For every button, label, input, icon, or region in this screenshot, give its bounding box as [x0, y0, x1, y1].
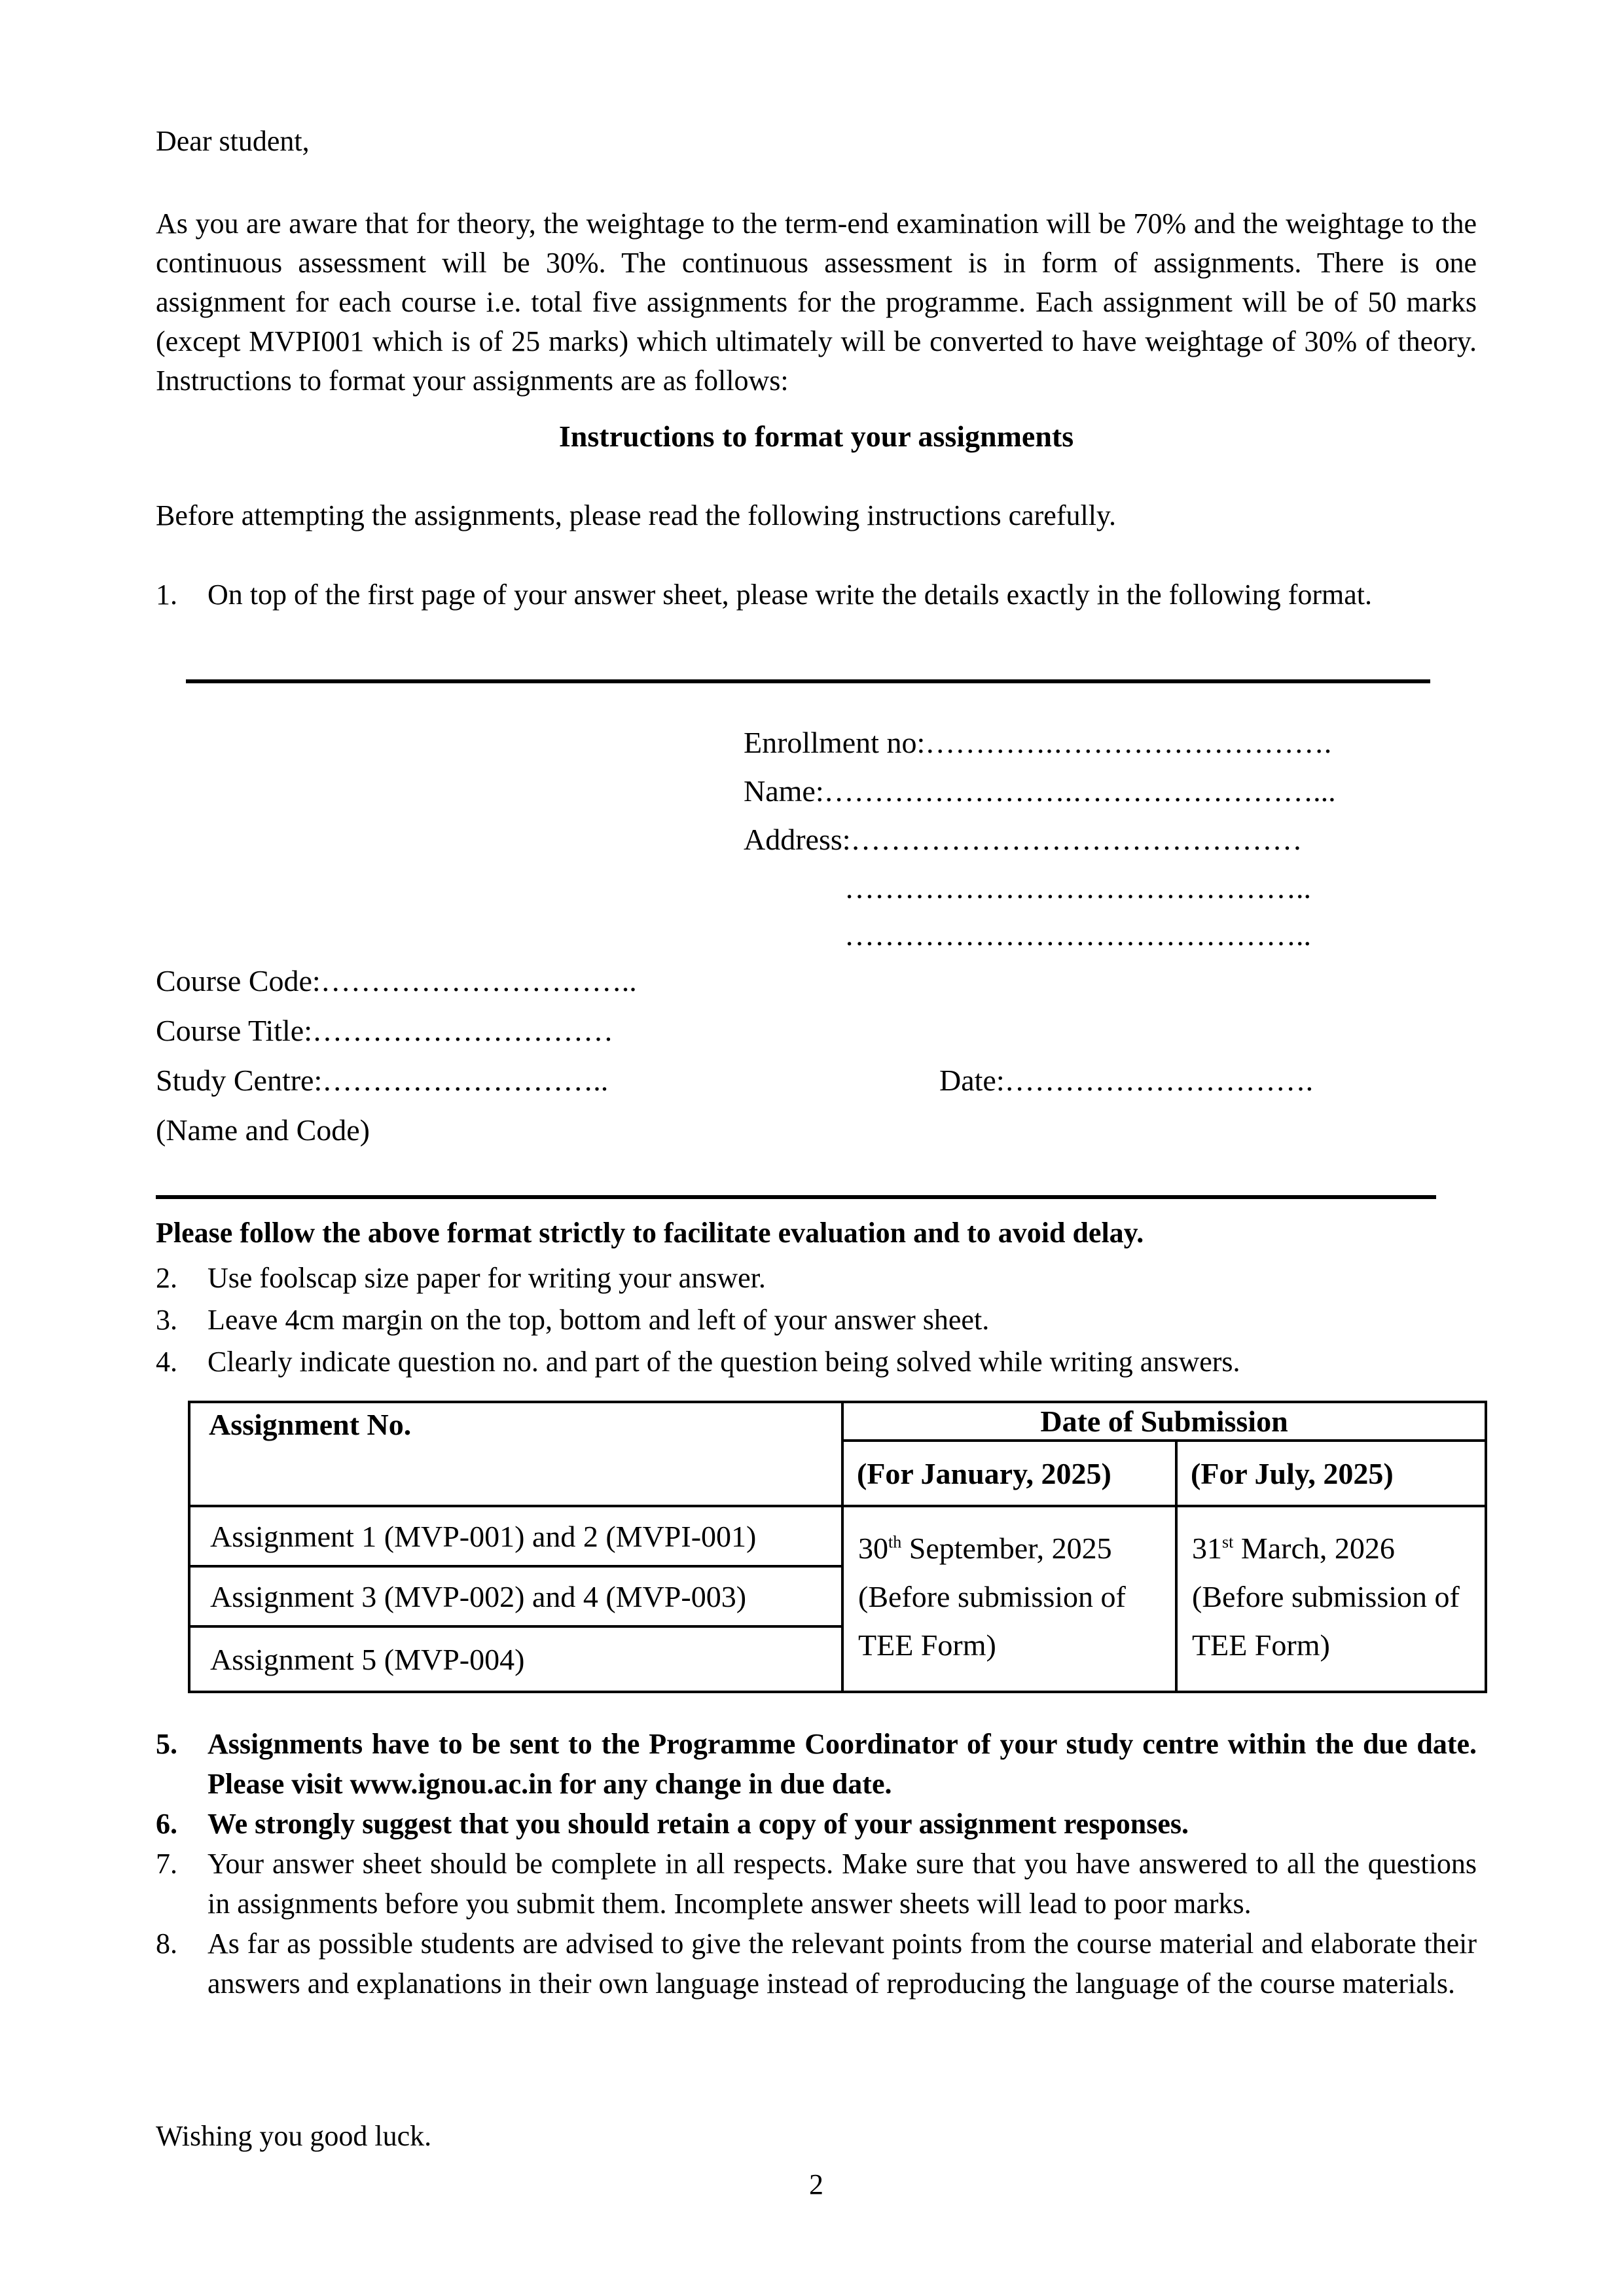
address-continuation-line: ………………………………………..	[844, 918, 1311, 952]
instruction-number: 1.	[156, 579, 177, 611]
format-warning: Please follow the above format strictly to facilitate evaluation and to avoid delay.	[156, 1217, 1144, 1249]
instruction-text: As far as possible students are advised to give the relevant points from the course material and elaborate their answers and explanations in their own language instead of reproducing the language of the course materials.	[208, 1928, 1477, 2000]
closing-text: Wishing you good luck.	[156, 2120, 432, 2152]
instruction-item-3	[156, 1300, 1477, 1340]
enrollment-field-line: Enrollment no:………….……………………….	[744, 726, 1332, 759]
date-note: (Before submission of TEE Form)	[858, 1580, 1126, 1662]
table-subheader-july: (For July, 2025)	[1176, 1441, 1486, 1506]
instruction-item-6	[156, 1804, 1477, 1844]
instruction-text: On top of the first page of your answer sheet, please write the details exactly in the following format.	[208, 579, 1373, 611]
instruction-item-8	[156, 1924, 1477, 2003]
instruction-item-4	[156, 1342, 1477, 1382]
table-header-date-of-submission: Date of Submission	[842, 1402, 1486, 1441]
table-header-assignment-no: Assignment No.	[189, 1402, 842, 1506]
table-subheader-january: (For January, 2025)	[842, 1441, 1176, 1506]
date-day: 30	[858, 1532, 888, 1565]
instruction-item-5	[156, 1724, 1477, 1804]
instruction-text: Leave 4cm margin on the top, bottom and left of your answer sheet.	[208, 1304, 990, 1336]
name-and-code-label: (Name and Code)	[156, 1113, 370, 1147]
table-cell-january-date	[842, 1506, 1176, 1692]
name-field-line: Name:…………………….……………………...	[744, 774, 1336, 808]
table-cell-july-date	[1176, 1506, 1486, 1692]
address-continuation-line: ………………………………………..	[844, 871, 1311, 905]
date-ordinal: th	[888, 1532, 902, 1552]
instruction-item-1	[156, 575, 1477, 615]
date-ordinal: st	[1222, 1532, 1234, 1552]
instruction-item-2	[156, 1258, 1477, 1298]
date-note: (Before submission of TEE Form)	[1192, 1580, 1460, 1662]
study-centre-line: Study Centre:………………………..	[156, 1064, 609, 1097]
instruction-text: Use foolscap size paper for writing your answer.	[208, 1262, 766, 1294]
section-heading: Instructions to format your assignments	[558, 420, 1074, 453]
address-field-line: Address:………………………………………	[744, 823, 1303, 856]
page-number: 2	[809, 2168, 823, 2200]
course-title-line: Course Title:…………………………	[156, 1014, 614, 1047]
instruction-text: Your answer sheet should be complete in all respects. Make sure that you have answered to all the questions in assignments before you submit them. Incomplete answer sheets will lead to poor marks.	[208, 1848, 1477, 1920]
date-rest: March, 2026	[1233, 1532, 1395, 1565]
instruction-text: We strongly suggest that you should retain a copy of your assignment responses.	[208, 1808, 1189, 1840]
instruction-number: 7.	[156, 1848, 177, 1880]
instruction-number: 3.	[156, 1304, 177, 1336]
instruction-number: 4.	[156, 1346, 177, 1378]
instruction-list-lower	[156, 1724, 1477, 2003]
instruction-number: 6.	[156, 1808, 177, 1840]
divider-line-top	[186, 679, 1430, 683]
instructions-note: Before attempting the assignments, please read the following instructions carefully.	[156, 499, 1117, 531]
intro-paragraph: As you are aware that for theory, the weightage to the term-end examination will be 70% and the weightage to the continuous assessment will be 30%. The continuous assessment is in form of assignments. There is one assignment for each course i.e. total five assignments for the programme. Each assignment will be of 50 marks (except MVPI001 which is of 25 marks) which ultimately will be converted to have weightage of 30% of theory. Instructions to format your assignments are as follows:	[156, 207, 1477, 397]
instruction-text: Clearly indicate question no. and part of the question being solved while writing answers.	[208, 1346, 1240, 1378]
table-row-assignment-1-2: Assignment 1 (MVP-001) and 2 (MVPI-001)	[189, 1506, 842, 1566]
instruction-number: 8.	[156, 1928, 177, 1960]
date-rest: September, 2025	[901, 1532, 1112, 1565]
submission-table	[188, 1401, 1487, 1693]
greeting-text: Dear student,	[156, 125, 310, 157]
course-code-line: Course Code:…………………………..	[156, 964, 637, 997]
table-row-assignment-3-4: Assignment 3 (MVP-002) and 4 (MVP-003)	[189, 1566, 842, 1626]
instruction-text: Assignments have to be sent to the Programme Coordinator of your study centre within the due date. Please visit www.ignou.ac.in for any change in due date.	[208, 1728, 1477, 1800]
table-row-assignment-5: Assignment 5 (MVP-004)	[189, 1626, 842, 1692]
instruction-number: 5.	[156, 1728, 177, 1760]
instruction-item-7	[156, 1844, 1477, 1924]
date-day: 31	[1192, 1532, 1222, 1565]
instruction-number: 2.	[156, 1262, 177, 1294]
divider-line-bottom	[156, 1195, 1436, 1199]
date-field-line: Date:………………………….	[939, 1064, 1314, 1097]
